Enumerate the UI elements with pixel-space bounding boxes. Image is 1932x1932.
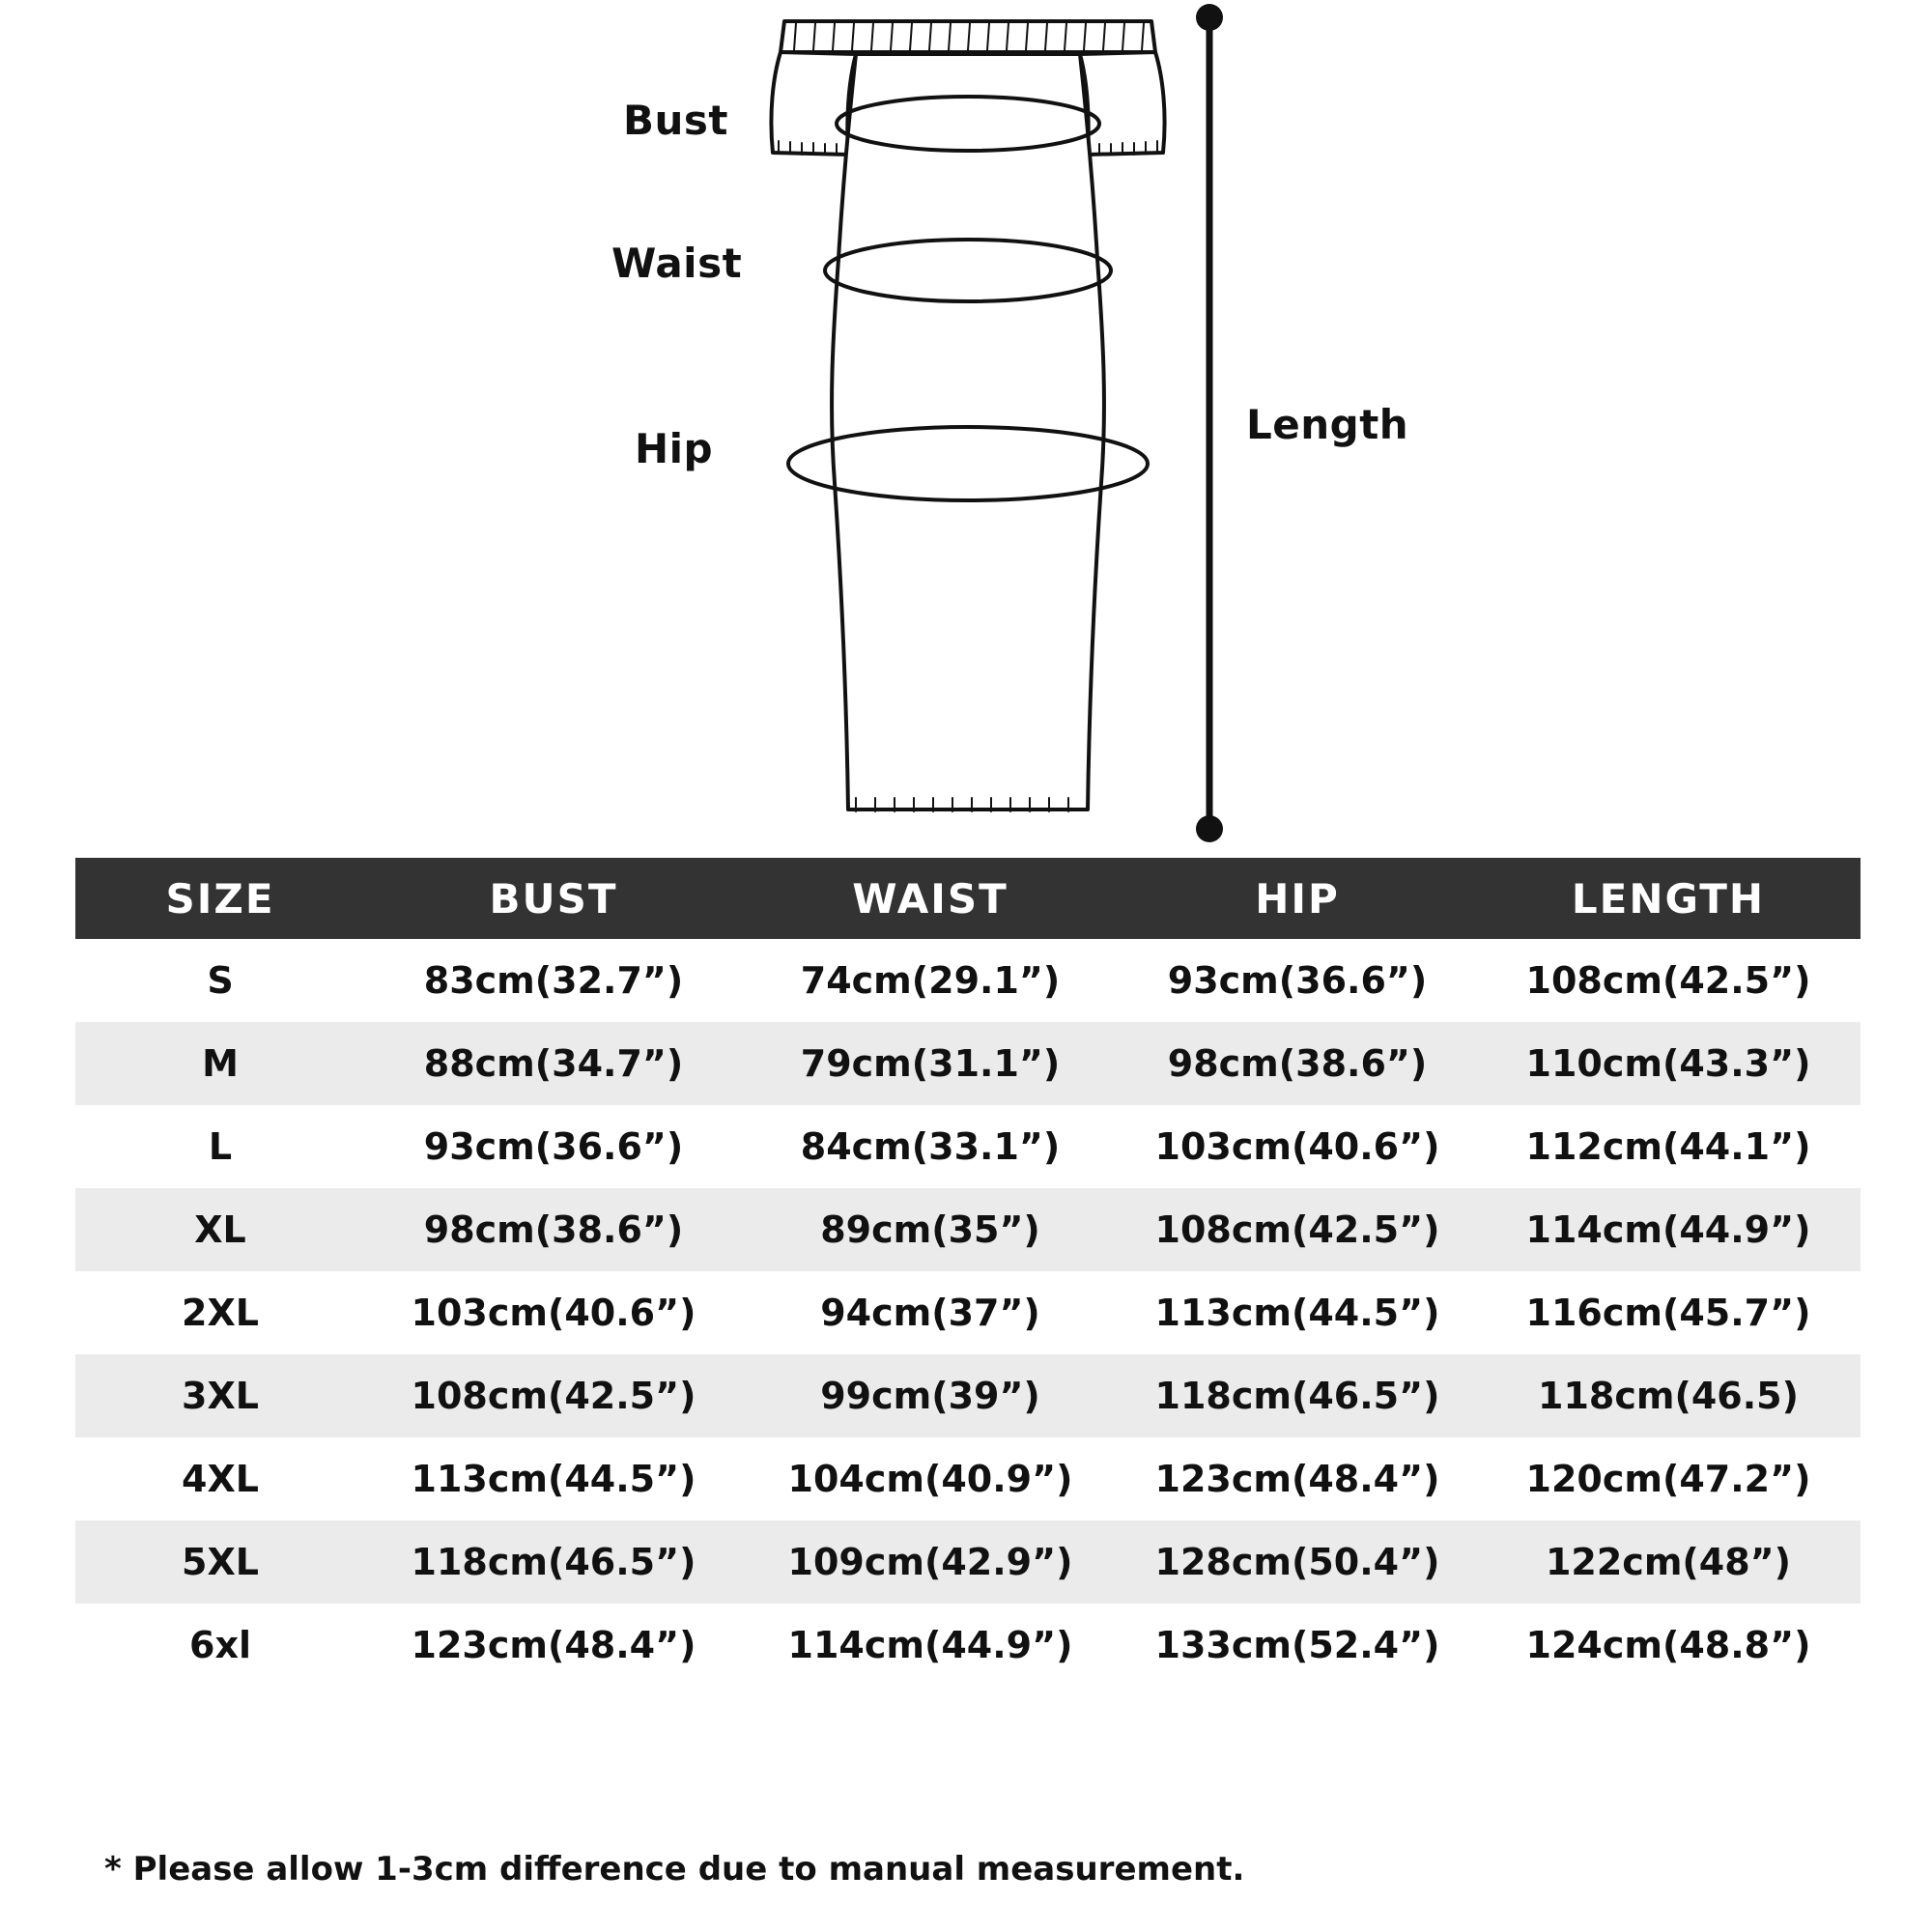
table-row: [75, 939, 1861, 1022]
table-row: [75, 1520, 1861, 1604]
column-header-waist: WAIST: [742, 858, 1119, 939]
cell-size: 6xl: [189, 1624, 251, 1666]
label-length: Length: [1246, 401, 1409, 448]
table-row: [75, 1354, 1861, 1437]
column-header-hip: HIP: [1119, 858, 1476, 939]
cell-length: 110cm(43.3”): [1525, 1042, 1811, 1085]
measurement-note: * Please allow 1-3cm difference due to manual measurement.: [104, 1850, 1245, 1889]
cell-hip: 133cm(52.4”): [1154, 1624, 1440, 1666]
cell-size: 5XL: [182, 1541, 259, 1583]
table-row: [75, 1188, 1861, 1271]
cell-size: 2XL: [182, 1292, 259, 1334]
cell-hip: 128cm(50.4”): [1154, 1541, 1440, 1583]
cell-bust: 113cm(44.5”): [411, 1458, 696, 1500]
cell-length: 108cm(42.5”): [1525, 959, 1811, 1002]
cell-length: 112cm(44.1”): [1525, 1125, 1811, 1168]
table-header: [75, 858, 1861, 939]
cell-bust: 118cm(46.5”): [411, 1541, 696, 1583]
cell-waist: 79cm(31.1”): [800, 1042, 1061, 1085]
cell-size: 3XL: [182, 1375, 259, 1417]
cell-size: S: [207, 959, 234, 1002]
cell-waist: 114cm(44.9”): [787, 1624, 1073, 1666]
cell-length: 122cm(48”): [1545, 1541, 1792, 1583]
column-header-bust: BUST: [365, 858, 742, 939]
cell-bust: 98cm(38.6”): [423, 1208, 684, 1251]
cell-length: 120cm(47.2”): [1525, 1458, 1811, 1500]
column-header-size: SIZE: [75, 858, 365, 939]
cell-bust: 93cm(36.6”): [423, 1125, 684, 1168]
cell-size: XL: [194, 1208, 246, 1251]
table-row: [75, 1271, 1861, 1354]
cell-bust: 83cm(32.7”): [423, 959, 684, 1002]
cell-bust: 103cm(40.6”): [411, 1292, 696, 1334]
cell-size: M: [202, 1042, 239, 1085]
label-bust: Bust: [623, 97, 728, 144]
table-row: [75, 1437, 1861, 1520]
cell-waist: 84cm(33.1”): [800, 1125, 1061, 1168]
cell-bust: 88cm(34.7”): [423, 1042, 684, 1085]
label-waist: Waist: [611, 240, 743, 287]
table-row: [75, 1604, 1861, 1687]
cell-hip: 118cm(46.5”): [1154, 1375, 1440, 1417]
cell-hip: 113cm(44.5”): [1154, 1292, 1440, 1334]
table-row: [75, 1022, 1861, 1105]
table-body: [75, 939, 1861, 1687]
cell-length: 124cm(48.8”): [1525, 1624, 1811, 1666]
cell-hip: 123cm(48.4”): [1154, 1458, 1440, 1500]
size-table: [75, 858, 1861, 1687]
cell-hip: 103cm(40.6”): [1154, 1125, 1440, 1168]
cell-waist: 89cm(35”): [820, 1208, 1040, 1251]
cell-size: L: [208, 1125, 233, 1168]
table-row: [75, 1105, 1861, 1188]
cell-waist: 94cm(37”): [820, 1292, 1040, 1334]
cell-bust: 123cm(48.4”): [411, 1624, 696, 1666]
table-header-row: [75, 858, 1861, 939]
column-header-length: LENGTH: [1476, 858, 1861, 939]
cell-bust: 108cm(42.5”): [411, 1375, 696, 1417]
cell-hip: 108cm(42.5”): [1154, 1208, 1440, 1251]
size-table-wrapper: [75, 858, 1861, 1687]
cell-hip: 98cm(38.6”): [1167, 1042, 1428, 1085]
cell-hip: 93cm(36.6”): [1167, 959, 1428, 1002]
measurement-diagram: [0, 0, 1932, 850]
cell-length: 116cm(45.7”): [1525, 1292, 1811, 1334]
cell-length: 114cm(44.9”): [1525, 1208, 1811, 1251]
cell-size: 4XL: [182, 1458, 259, 1500]
cell-waist: 109cm(42.9”): [787, 1541, 1073, 1583]
cell-length: 118cm(46.5): [1538, 1375, 1799, 1417]
cell-waist: 104cm(40.9”): [787, 1458, 1073, 1500]
cell-waist: 99cm(39”): [820, 1375, 1040, 1417]
cell-waist: 74cm(29.1”): [800, 959, 1061, 1002]
length-arrow: [1196, 4, 1223, 842]
label-hip: Hip: [635, 425, 714, 472]
dress-illustration: [0, 0, 1932, 850]
